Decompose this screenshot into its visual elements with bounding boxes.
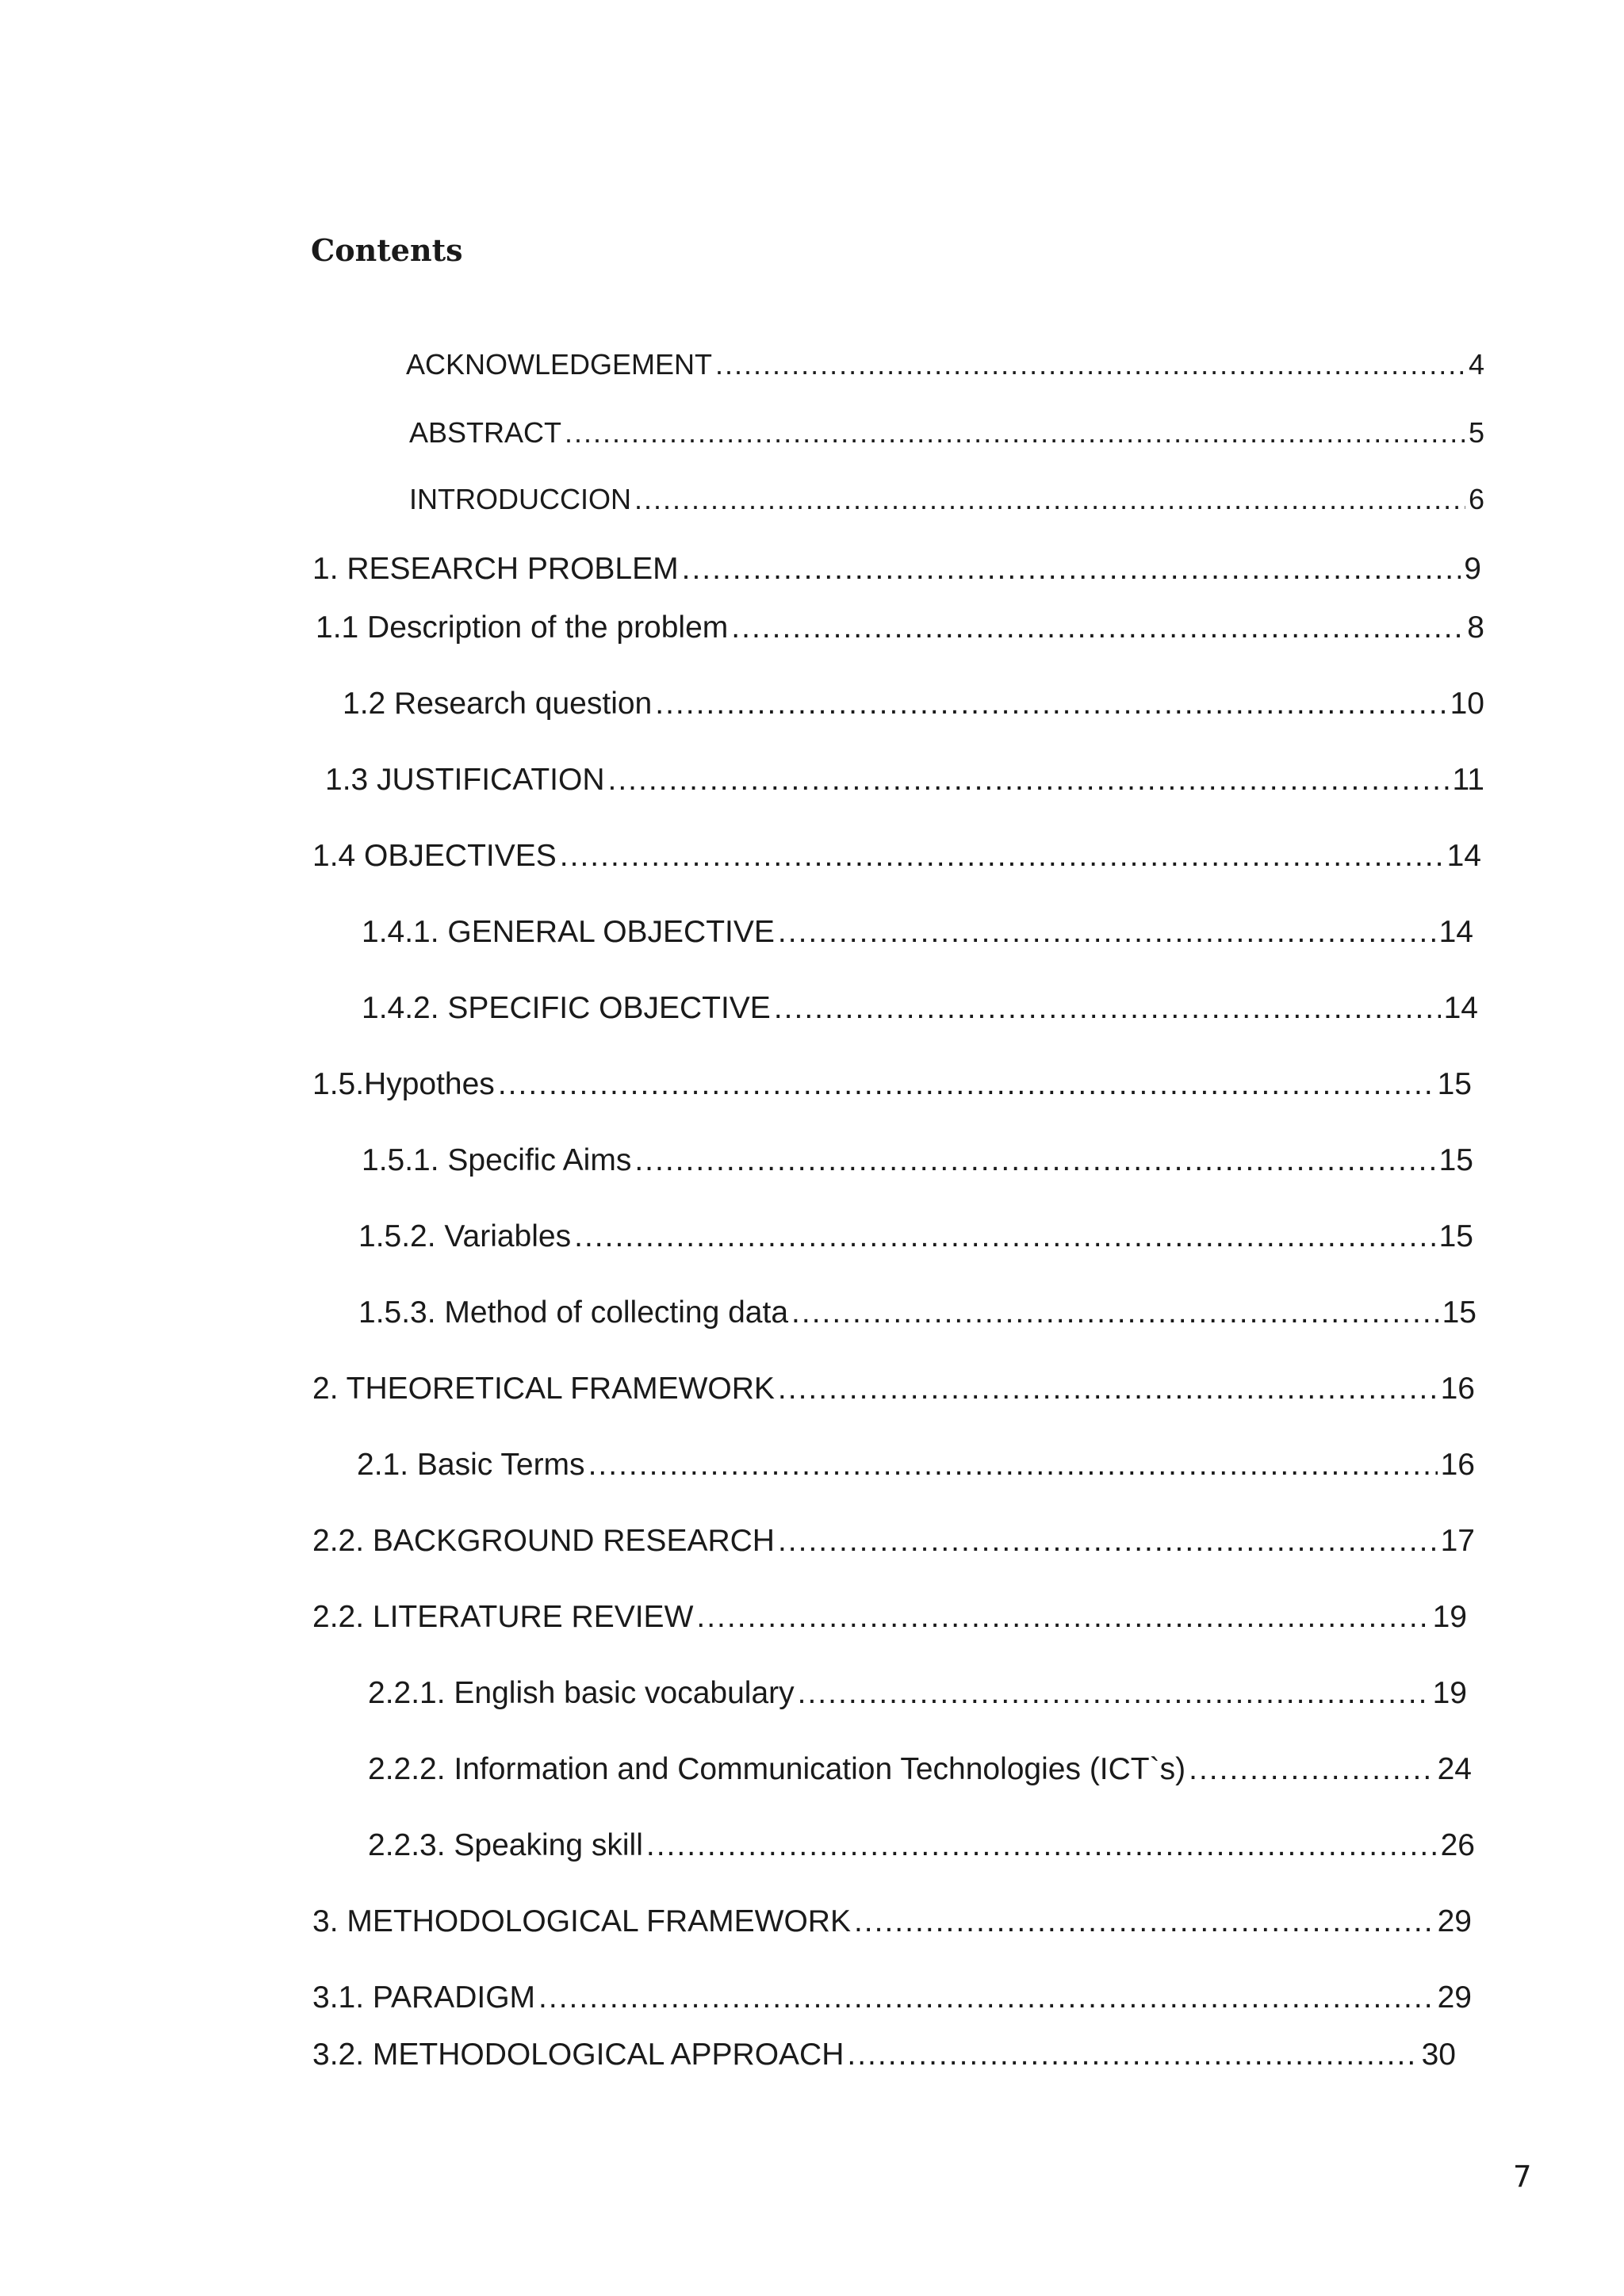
toc-dot-leader bbox=[498, 1062, 1434, 1107]
toc-entry-page: 4 bbox=[1468, 348, 1484, 381]
toc-entry-label: 3. METHODOLOGICAL FRAMEWORK bbox=[312, 1904, 851, 1938]
toc-dot-leader bbox=[696, 1595, 1429, 1640]
toc-entry-research-question[interactable] bbox=[343, 682, 1484, 726]
toc-entry-page: 5 bbox=[1468, 416, 1484, 449]
toc-dot-leader bbox=[655, 682, 1446, 726]
toc-entry-page: 30 bbox=[1421, 2038, 1456, 2072]
toc-entry-label: ACKNOWLEDGEMENT bbox=[406, 348, 713, 381]
toc-dot-leader bbox=[1189, 1747, 1434, 1792]
toc-dot-leader bbox=[608, 758, 1450, 802]
toc-entry-label: 1.4.1. GENERAL OBJECTIVE bbox=[362, 915, 775, 949]
toc-entry-paradigm[interactable] bbox=[312, 1976, 1472, 2020]
toc-entry-page: 29 bbox=[1437, 1904, 1472, 1938]
toc-entry-label: 3.2. METHODOLOGICAL APPROACH bbox=[312, 2038, 845, 2072]
toc-dot-leader bbox=[731, 606, 1464, 650]
toc-dot-leader bbox=[774, 986, 1441, 1031]
toc-entry-page: 16 bbox=[1440, 1372, 1475, 1406]
toc-dot-leader bbox=[646, 1823, 1438, 1868]
toc-entry-research-problem[interactable] bbox=[312, 547, 1481, 591]
toc-entry-page: 15 bbox=[1442, 1295, 1477, 1330]
toc-entry-specific-objective[interactable] bbox=[362, 986, 1478, 1031]
toc-entry-page: 16 bbox=[1440, 1448, 1475, 1482]
toc-entry-english-basic-vocabulary[interactable] bbox=[368, 1671, 1467, 1716]
toc-entry-introduccion[interactable] bbox=[409, 477, 1484, 522]
toc-entry-information-and-communication-technologies[interactable] bbox=[368, 1747, 1472, 1792]
toc-entry-basic-terms[interactable] bbox=[357, 1443, 1475, 1487]
toc-entry-abstract[interactable] bbox=[409, 411, 1484, 455]
toc-entry-label: 1.5.1. Specific Aims bbox=[362, 1143, 632, 1177]
toc-dot-leader bbox=[560, 834, 1444, 878]
toc-entry-page: 9 bbox=[1464, 552, 1481, 586]
toc-entry-label: 1.5.3. Method of collecting data bbox=[358, 1295, 789, 1330]
toc-entry-label: 2. THEORETICAL FRAMEWORK bbox=[312, 1372, 775, 1406]
toc-entry-page: 8 bbox=[1467, 610, 1484, 645]
toc-entry-methodological-framework[interactable] bbox=[312, 1900, 1472, 1944]
toc-dot-leader bbox=[778, 1367, 1438, 1411]
toc-entry-page: 19 bbox=[1432, 1676, 1467, 1710]
toc-entry-general-objective[interactable] bbox=[362, 910, 1473, 955]
toc-dot-leader bbox=[715, 342, 1465, 387]
toc-entry-label: 1.2 Research question bbox=[343, 687, 653, 721]
toc-dot-leader bbox=[854, 1900, 1434, 1944]
toc-entry-speaking-skill[interactable] bbox=[368, 1823, 1475, 1868]
toc-dot-leader bbox=[565, 411, 1465, 455]
toc-dot-leader bbox=[634, 477, 1465, 522]
toc-entry-methodological-approach[interactable] bbox=[312, 2033, 1456, 2077]
page-title: Contents bbox=[311, 232, 463, 268]
toc-entry-label: 1.5.2. Variables bbox=[358, 1219, 572, 1253]
page-number: 7 bbox=[1513, 2160, 1532, 2194]
toc-dot-leader bbox=[778, 1519, 1438, 1563]
toc-entry-objectives[interactable] bbox=[312, 834, 1481, 878]
toc-entry-variables[interactable] bbox=[358, 1215, 1473, 1259]
toc-entry-label: 2.2.3. Speaking skill bbox=[368, 1828, 643, 1862]
toc-entry-label: 1.4.2. SPECIFIC OBJECTIVE bbox=[362, 991, 771, 1025]
toc-entry-label: 1.3 JUSTIFICATION bbox=[325, 763, 605, 797]
toc-dot-leader bbox=[588, 1443, 1438, 1487]
toc-entry-literature-review[interactable] bbox=[312, 1595, 1467, 1640]
toc-entry-page: 15 bbox=[1438, 1143, 1473, 1177]
toc-entry-specific-aims[interactable] bbox=[362, 1138, 1473, 1183]
toc-entry-label: 2.2. LITERATURE REVIEW bbox=[312, 1600, 694, 1634]
toc-dot-leader bbox=[538, 1976, 1434, 2020]
toc-entry-page: 14 bbox=[1446, 839, 1481, 873]
toc-dot-leader bbox=[847, 2033, 1418, 2077]
toc-entry-label: 1.1 Description of the problem bbox=[316, 610, 729, 645]
toc-entry-page: 14 bbox=[1443, 991, 1478, 1025]
toc-entry-label: 1. RESEARCH PROBLEM bbox=[312, 552, 679, 586]
toc-entry-page: 15 bbox=[1437, 1067, 1472, 1101]
toc-entry-hypothes[interactable] bbox=[312, 1062, 1472, 1107]
toc-entry-justification[interactable] bbox=[325, 758, 1484, 802]
toc-entry-label: 1.5.Hypothes bbox=[312, 1067, 495, 1101]
toc-dot-leader bbox=[682, 547, 1461, 591]
toc-dot-leader bbox=[798, 1671, 1430, 1716]
toc-entry-label: 1.4 OBJECTIVES bbox=[312, 839, 557, 873]
toc-entry-label: 2.2.1. English basic vocabulary bbox=[368, 1676, 795, 1710]
toc-entry-page: 24 bbox=[1437, 1752, 1472, 1786]
toc-entry-description-of-the-problem[interactable] bbox=[316, 606, 1484, 650]
toc-entry-page: 19 bbox=[1432, 1600, 1467, 1634]
toc-entry-page: 15 bbox=[1438, 1219, 1473, 1253]
toc-entry-label: 2.1. Basic Terms bbox=[357, 1448, 585, 1482]
toc-entry-acknowledgement[interactable] bbox=[406, 342, 1484, 387]
toc-entry-label: 2.2. BACKGROUND RESEARCH bbox=[312, 1524, 775, 1558]
toc-entry-page: 26 bbox=[1440, 1828, 1475, 1862]
toc-entry-label: 2.2.2. Information and Communication Technologies (ICT`s) bbox=[368, 1752, 1186, 1786]
toc-entry-label: INTRODUCCION bbox=[409, 483, 631, 515]
toc-entry-label: 3.1. PARADIGM bbox=[312, 1980, 536, 2015]
toc-entry-page: 6 bbox=[1468, 483, 1484, 515]
toc-dot-leader bbox=[778, 910, 1436, 955]
toc-entry-page: 10 bbox=[1450, 687, 1484, 721]
toc-entry-theoretical-framework[interactable] bbox=[312, 1367, 1475, 1411]
toc-dot-leader bbox=[634, 1138, 1435, 1183]
toc-entry-page: 14 bbox=[1438, 915, 1473, 949]
toc-dot-leader bbox=[791, 1291, 1439, 1335]
toc-dot-leader bbox=[574, 1215, 1436, 1259]
toc-entry-page: 11 bbox=[1452, 763, 1484, 797]
toc-entry-page: 17 bbox=[1440, 1524, 1475, 1558]
toc-entry-background-research[interactable] bbox=[312, 1519, 1475, 1563]
toc-entry-label: ABSTRACT bbox=[409, 416, 562, 449]
toc-entry-method-of-collecting-data[interactable] bbox=[358, 1291, 1477, 1335]
toc-entry-page: 29 bbox=[1437, 1980, 1472, 2015]
